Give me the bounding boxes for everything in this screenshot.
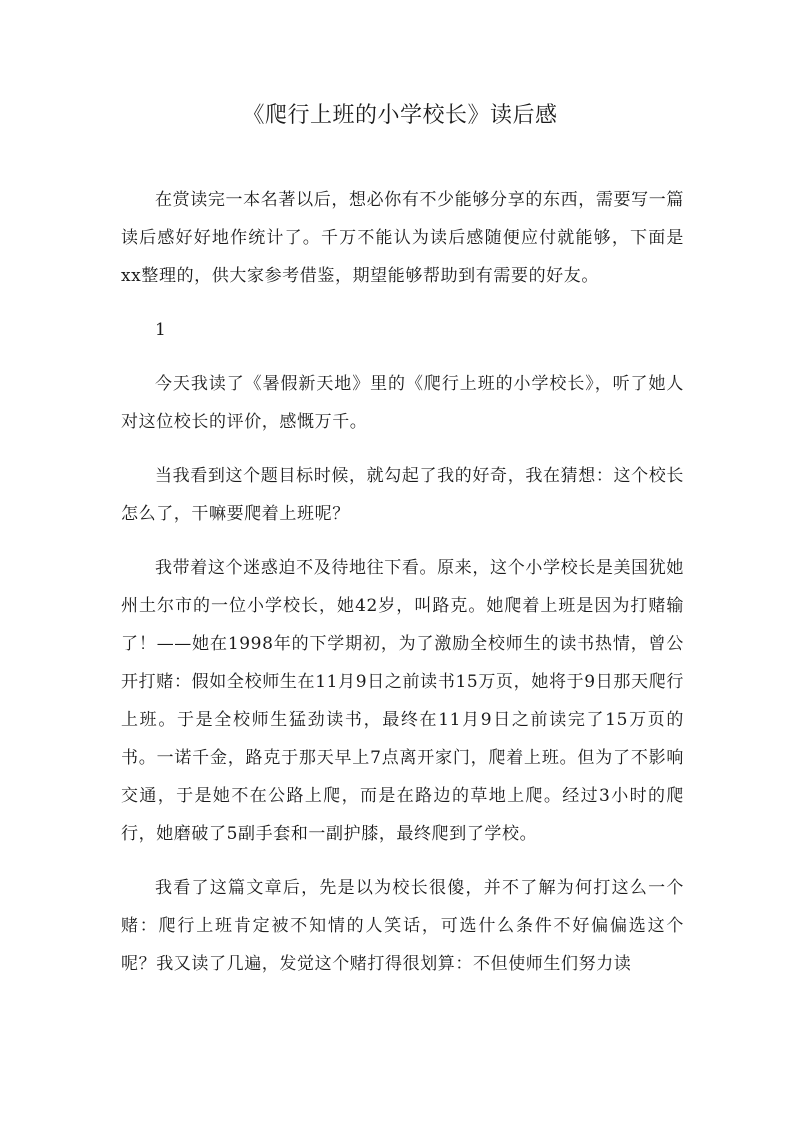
paragraph: 我带着这个迷惑迫不及待地往下看。原来，这个小学校长是美国犹她州土尔市的一位小学校长，她42岁，叫路克。她爬着上班是因为打赌输了！——她在1998年的下学期初，为了激励全校师生的读书热情，曾公开打赌：假如全校师生在11月9日之前读书15万页，她将于9日那天爬行上班。于是全校师生猛劲读书，最终在11月9日之前读完了15万页的书。一诺千金，路克于那天早上7点离开家门，爬着上班。但为了不影响交通，于是她不在公路上爬，而是在路边的草地上爬。经过3小时的爬行，她磨破了5副手套和一副护膝，最终爬到了学校。 [121,558,684,844]
paragraph: 今天我读了《暑假新天地》里的《爬行上班的小学校长》，听了她人对这位校长的评价，感慨万千。 [121,374,684,432]
section-number: 1 [155,320,167,340]
paragraph: 当我看到这个题目标时候，就勾起了我的好奇，我在猜想：这个校长怎么了，干嘛要爬着上班呢？ [121,466,684,524]
paragraph-intro: 在赏读完一本名著以后，想必你有不少能够分享的东西，需要写一篇读后感好好地作统计了。千万不能认为读后感随便应付就能够，下面是xx整理的，供大家参考借鉴，期望能够帮助到有需要的好友。 [121,190,684,286]
document-title: 《爬行上班的小学校长》读后感 [242,103,558,128]
paragraph: 我看了这篇文章后，先是以为校长很傻，并不了解为何打这么一个赌：爬行上班肯定被不知情的人笑话，可选什么条件不好偏偏选这个呢？我又读了几遍，发觉这个赌打得很划算：不但使师生们努力读 [121,878,684,974]
document-body [121,181,684,999]
